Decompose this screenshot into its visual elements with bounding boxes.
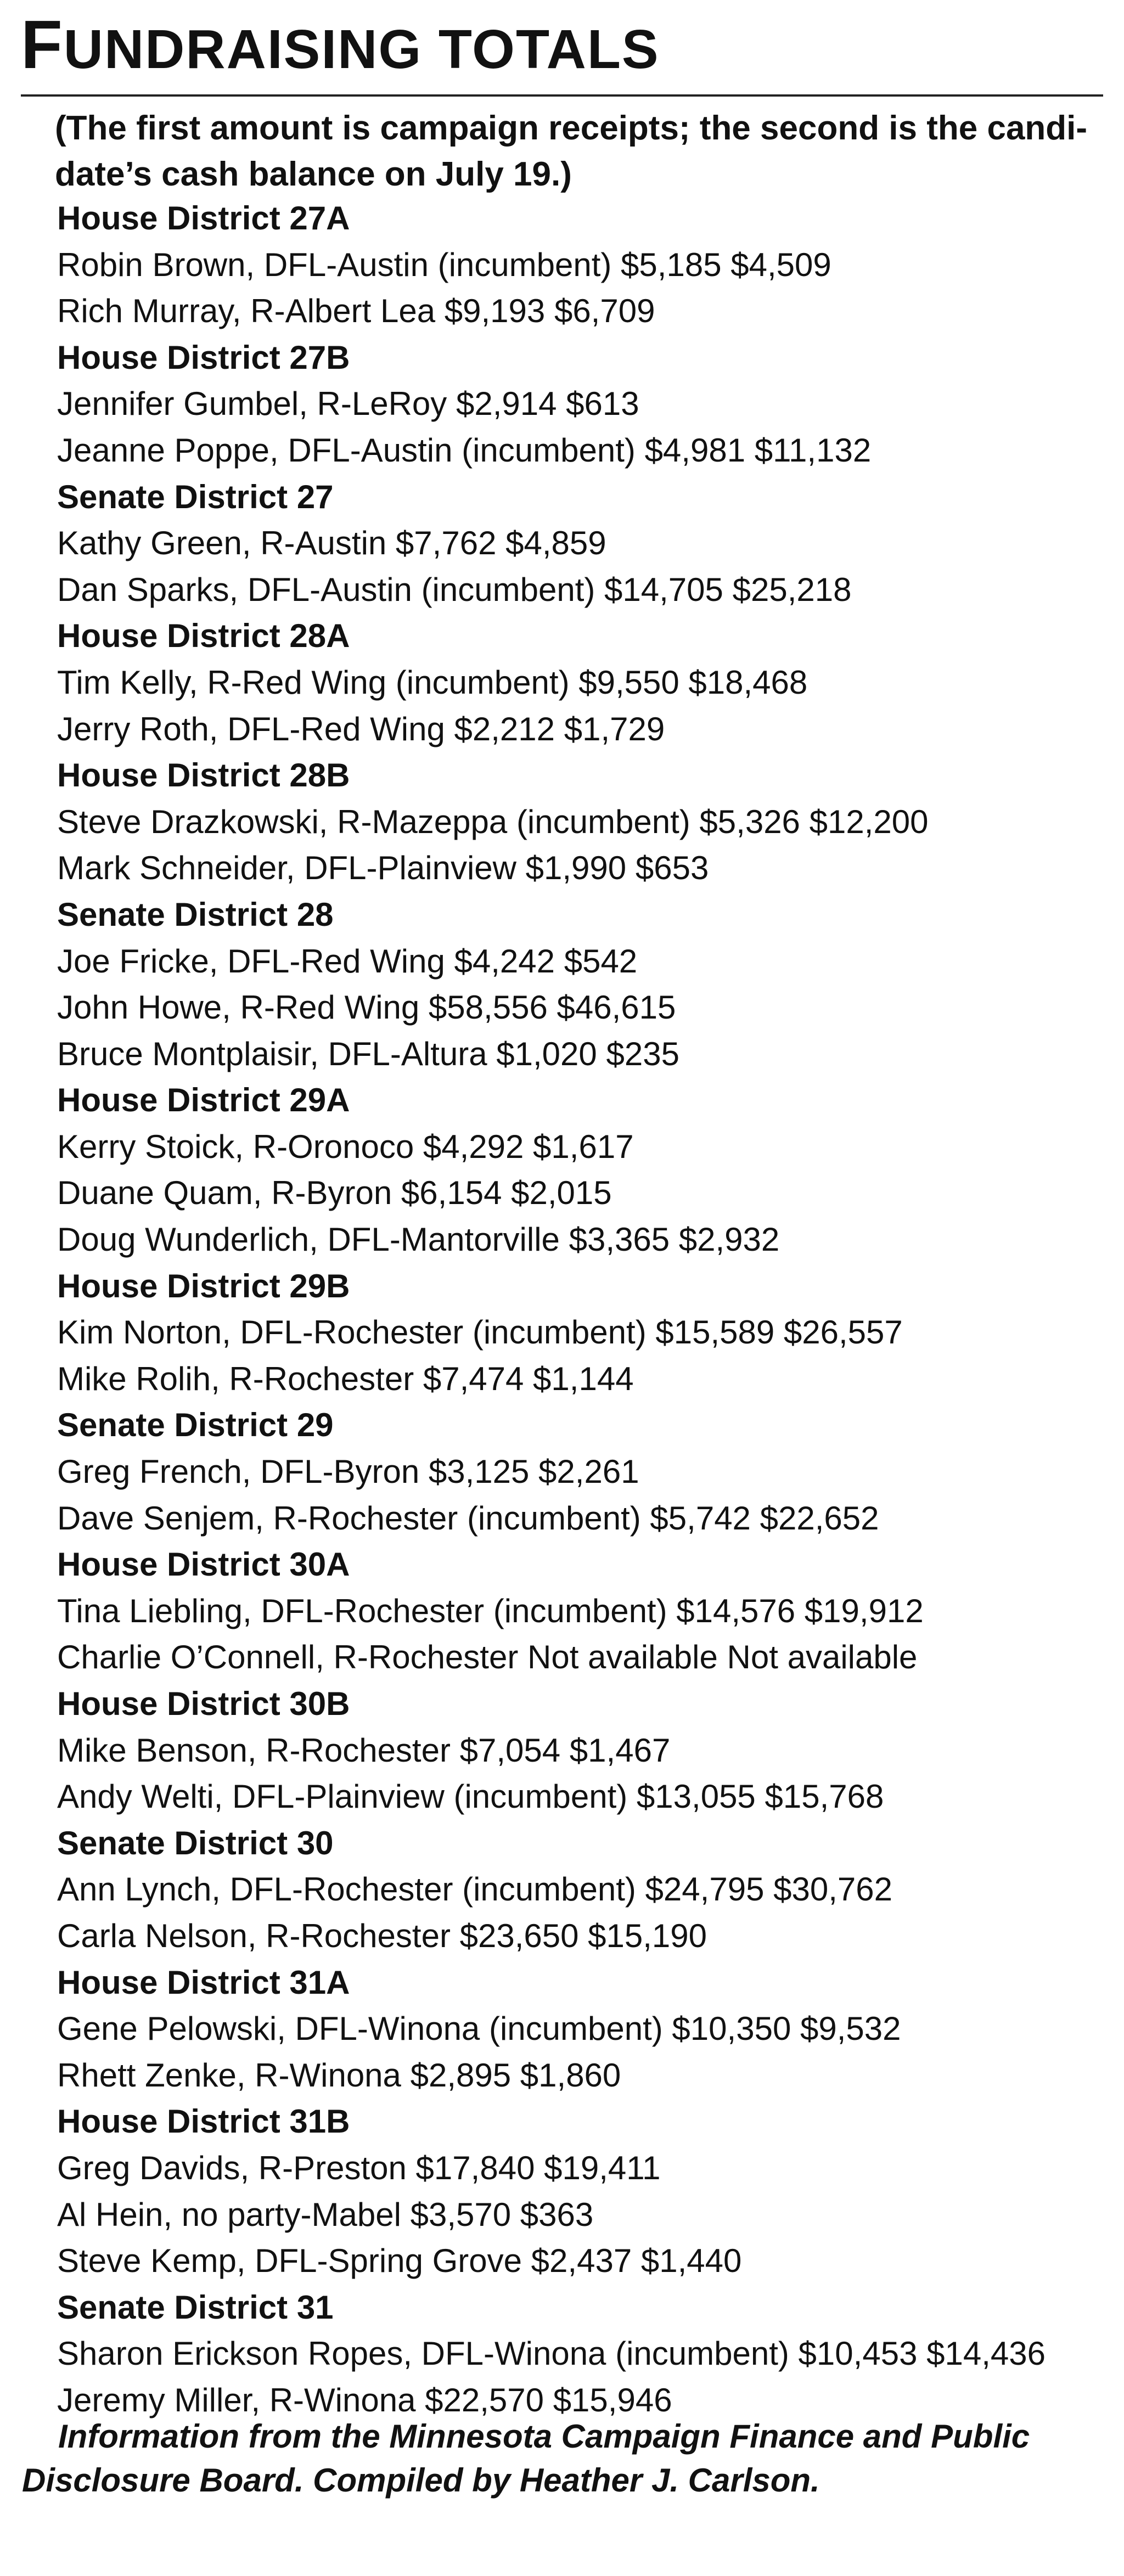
- candidate-entry: Kerry Stoick, R-Oronoco $4,292 $1,617: [57, 1128, 634, 1165]
- district-heading: Senate District 29: [57, 1407, 334, 1444]
- candidate-entry: Charlie O’Connell, R-Rochester Not available Not available: [57, 1639, 918, 1676]
- district-heading: Senate District 31: [57, 2288, 334, 2326]
- candidate-entry: Doug Wunderlich, DFL-Mantorville $3,365 $2,932: [57, 1221, 780, 1258]
- district-heading: Senate District 27: [57, 478, 334, 515]
- title-divider: [21, 94, 1103, 97]
- candidate-entry: Greg French, DFL-Byron $3,125 $2,261: [57, 1453, 639, 1491]
- district-heading: House District 27B: [57, 339, 350, 376]
- candidate-entry: Tim Kelly, R-Red Wing (incumbent) $9,550 $18,468: [57, 663, 808, 701]
- candidate-entry: Rhett Zenke, R-Winona $2,895 $1,860: [57, 2056, 621, 2094]
- candidate-entry: John Howe, R-Red Wing $58,556 $46,615: [57, 989, 676, 1026]
- candidate-entry: Mark Schneider, DFL-Plainview $1,990 $653: [57, 850, 709, 887]
- candidate-entry: Duane Quam, R-Byron $6,154 $2,015: [57, 1174, 612, 1212]
- page-title: [21, 7, 660, 83]
- candidate-entry: Kathy Green, R-Austin $7,762 $4,859: [57, 525, 606, 562]
- source-credit: [22, 2415, 1109, 2502]
- district-heading: House District 31A: [57, 1964, 350, 2001]
- candidate-entry: Mike Benson, R-Rochester $7,054 $1,467: [57, 1731, 671, 1769]
- source-credit-line-2: Disclosure Board. Compiled by Heather J. Carlson.: [22, 2462, 820, 2499]
- candidate-entry: Robin Brown, DFL-Austin (incumbent) $5,185 $4,509: [57, 246, 831, 283]
- candidate-entry: Jeremy Miller, R-Winona $22,570 $15,946: [57, 2381, 672, 2418]
- district-heading: Senate District 30: [57, 1824, 334, 1861]
- candidate-entry: Rich Murray, R-Albert Lea $9,193 $6,709: [57, 293, 655, 330]
- candidate-entry: Tina Liebling, DFL-Rochester (incumbent) $14,576 $19,912: [57, 1592, 924, 1629]
- title-rest: UNDRAISING TOTALS: [63, 19, 660, 80]
- district-heading: House District 28B: [57, 757, 350, 794]
- district-heading: House District 27A: [57, 200, 350, 237]
- candidate-entry: Joe Fricke, DFL-Red Wing $4,242 $542: [57, 942, 638, 980]
- candidate-entry: Ann Lynch, DFL-Rochester (incumbent) $24,795 $30,762: [57, 1871, 893, 1908]
- candidate-entry: Steve Drazkowski, R-Mazeppa (incumbent) $5,326 $12,200: [57, 803, 929, 840]
- candidate-entry: Dan Sparks, DFL-Austin (incumbent) $14,705 $25,218: [57, 571, 852, 608]
- title-initial: F: [21, 7, 64, 83]
- source-credit-line-1: Information from the Minnesota Campaign Finance and Public: [58, 2418, 1030, 2455]
- candidate-entry: Al Hein, no party-Mabel $3,570 $363: [57, 2196, 594, 2233]
- candidate-entry: Jennifer Gumbel, R-LeRoy $2,914 $613: [57, 385, 639, 423]
- candidate-entry: Jeanne Poppe, DFL-Austin (incumbent) $4,981 $11,132: [57, 431, 872, 469]
- district-heading: House District 29A: [57, 1082, 350, 1119]
- district-list: [57, 195, 1111, 2424]
- candidate-entry: Andy Welti, DFL-Plainview (incumbent) $13,055 $15,768: [57, 1778, 884, 1815]
- candidate-entry: Carla Nelson, R-Rochester $23,650 $15,190: [57, 1917, 707, 1954]
- candidate-entry: Greg Davids, R-Preston $17,840 $19,411: [57, 2149, 661, 2186]
- district-heading: House District 28A: [57, 617, 350, 655]
- candidate-entry: Bruce Montplaisir, DFL-Altura $1,020 $235: [57, 1035, 679, 1072]
- district-heading: House District 30B: [57, 1685, 350, 1722]
- candidate-entry: Mike Rolih, R-Rochester $7,474 $1,144: [57, 1360, 634, 1397]
- candidate-entry: Sharon Erickson Ropes, DFL-Winona (incumbent) $10,453 $14,436: [57, 2335, 1046, 2372]
- candidate-entry: Dave Senjem, R-Rochester (incumbent) $5,742 $22,652: [57, 1499, 879, 1537]
- intro-note-line-2: date’s cash balance on July 19.): [55, 155, 572, 193]
- district-heading: Senate District 28: [57, 896, 334, 933]
- district-heading: House District 29B: [57, 1267, 350, 1304]
- district-heading: House District 30A: [57, 1546, 350, 1583]
- candidate-entry: Jerry Roth, DFL-Red Wing $2,212 $1,729: [57, 710, 665, 747]
- candidate-entry: Gene Pelowski, DFL-Winona (incumbent) $10,350 $9,532: [57, 2010, 901, 2048]
- candidate-entry: Steve Kemp, DFL-Spring Grove $2,437 $1,440: [57, 2242, 742, 2280]
- intro-note-line-1: (The first amount is campaign receipts; the second is the candi-: [55, 109, 1088, 147]
- intro-note: [55, 105, 1098, 198]
- candidate-entry: Kim Norton, DFL-Rochester (incumbent) $15,589 $26,557: [57, 1314, 903, 1351]
- district-heading: House District 31B: [57, 2103, 350, 2140]
